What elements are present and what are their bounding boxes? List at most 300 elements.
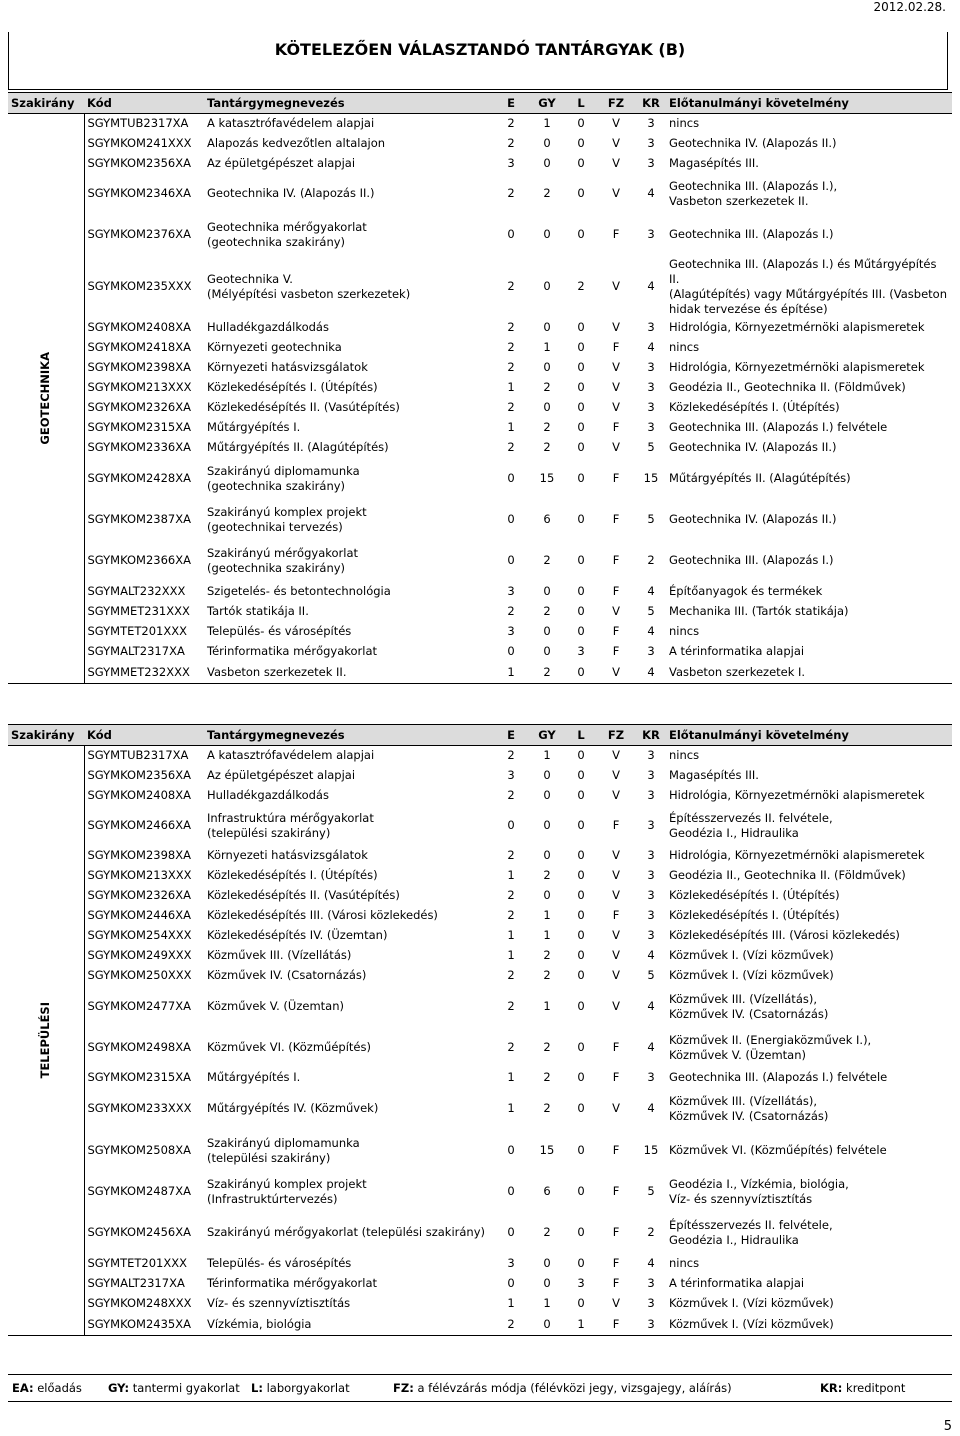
cell-kr: 3 [647, 400, 655, 414]
cell-nev: Szakirányú mérőgyakorlat (települési szakirány) [207, 1225, 485, 1239]
cell-elo: nincs [669, 340, 700, 354]
cell-fz: F [612, 818, 620, 832]
cell-elo: Hidrológia, Környezetmérnöki alapismeretek [669, 320, 925, 334]
group-label-cell [8, 746, 84, 1336]
cell-nev: Vízkémia, biológia [204, 1314, 494, 1336]
cell-e: 2 [507, 788, 515, 802]
cell-nev: Környezeti geotechnika [207, 340, 342, 354]
cell-gy: 2 [543, 440, 551, 454]
cell-e: 0 [507, 512, 515, 526]
cell-kr: 3 [647, 768, 655, 782]
cell-gy: 0 [543, 360, 551, 374]
cell-elo: Geotechnika IV. (Alapozás II.) [669, 136, 837, 150]
cell-elo: Közművek III. (Vízellátás), Közművek IV. (Csatornázás) [669, 991, 829, 1021]
cell-gy: 0 [543, 136, 551, 150]
cell-kr: 3 [647, 888, 655, 902]
cell-e: 1 [507, 380, 515, 394]
cell-kr: 4 [647, 340, 655, 354]
cell-e: 2 [507, 604, 515, 618]
cell-l: 0 [577, 1256, 585, 1270]
cell-fz: F [612, 624, 620, 638]
cell-e: 2 [507, 440, 515, 454]
column-header-nev: Tantárgymegnevezés [204, 725, 494, 746]
cell-e: 2 [507, 116, 515, 131]
page-title: KÖTELEZŐEN VÁLASZTANDÓ TANTÁRGYAK (B) [274, 40, 686, 59]
cell-e: 3 [507, 156, 515, 170]
table-row [8, 154, 952, 174]
cell-fz: F [612, 340, 620, 354]
table-row [8, 214, 952, 256]
cell-e: 1 [507, 948, 515, 962]
cell-kod: SGYMKOM2498XA [87, 1040, 191, 1054]
cell-nev: Szakirányú diplomamunka (települési szakirány) [207, 1135, 360, 1165]
cell-kod: SGYMKOM2315XA [87, 1070, 191, 1084]
cell-l: 0 [577, 584, 585, 598]
cell-e: 2 [507, 1040, 515, 1054]
table-row [8, 1314, 952, 1336]
cell-kr: 5 [647, 440, 655, 454]
column-header-l: L [566, 93, 596, 114]
cell-l: 0 [577, 1296, 585, 1310]
cell-elo: Közlekedésépítés I. (Útépítés) [669, 908, 840, 922]
cell-fz: V [596, 662, 636, 684]
cell-elo: Építésszervezés II. felvétele, Geodézia I., Hidraulika [669, 1217, 833, 1247]
cell-nev: Környezeti hatásvizsgálatok [207, 848, 368, 862]
cell-kr: 3 [647, 320, 655, 334]
cell-nev: Közművek IV. (Csatornázás) [207, 968, 367, 982]
cell-kr: 4 [647, 624, 655, 638]
legend-kr: KR: kreditpont [820, 1381, 906, 1395]
cell-e: 2 [507, 320, 515, 334]
cell-gy: 1 [543, 340, 551, 354]
cell-fz: F [612, 1143, 620, 1157]
cell-elo: Közlekedésépítés I. (Útépítés) [669, 888, 840, 902]
table-row [8, 500, 952, 540]
cell-fz: F [612, 584, 620, 598]
cell-kod: SGYMKOM2456XA [87, 1225, 191, 1239]
cell-elo: Hidrológia, Környezetmérnöki alapismeretek [669, 788, 925, 802]
cell-l: 0 [577, 1101, 585, 1115]
cell-e: 0 [507, 818, 515, 832]
cell-kod: SGYMALT2317XA [87, 1276, 185, 1290]
cell-fz: F [612, 227, 620, 241]
cell-gy: 0 [543, 624, 551, 638]
cell-e: 0 [507, 471, 515, 485]
cell-elo: Közművek I. (Vízi közművek) [666, 1314, 952, 1336]
cell-kr: 15 [643, 1143, 659, 1157]
geotechnika-course-table [8, 92, 952, 684]
cell-nev: Szakirányú komplex projekt (geotechnikai tervezés) [207, 504, 367, 534]
cell-e: 0 [507, 644, 515, 658]
cell-l: 0 [577, 999, 585, 1013]
cell-kod: SGYMKOM248XXX [87, 1296, 192, 1310]
cell-elo: A térinformatika alapjai [669, 644, 805, 658]
cell-l: 0 [577, 360, 585, 374]
cell-kr: 3 [647, 788, 655, 802]
table-row [8, 906, 952, 926]
table-row [8, 1294, 952, 1314]
table-row [8, 1088, 952, 1130]
cell-nev: Tartók statikája II. [207, 604, 309, 618]
cell-kod: SGYMKOM2356XA [87, 768, 191, 782]
column-header-e: E [494, 725, 528, 746]
cell-e: 3 [507, 768, 515, 782]
cell-nev: Közművek VI. (Közműépítés) [207, 1040, 371, 1054]
cell-l: 0 [577, 624, 585, 638]
cell-elo: Építőanyagok és termékek [669, 584, 823, 598]
cell-nev: Szigetelés- és betontechnológia [207, 584, 391, 598]
cell-fz: F [612, 1184, 620, 1198]
table-row [8, 418, 952, 438]
cell-elo: Közlekedésépítés I. (Útépítés) [669, 400, 840, 414]
cell-fz: V [612, 999, 620, 1013]
cell-gy: 0 [543, 644, 551, 658]
table-row [8, 338, 952, 358]
cell-gy: 2 [543, 420, 551, 434]
cell-e: 3 [507, 584, 515, 598]
cell-elo: Geotechnika III. (Alapozás I.) [669, 553, 834, 567]
cell-e: 1 [507, 1296, 515, 1310]
cell-e: 3 [507, 624, 515, 638]
cell-kod: SGYMKOM241XXX [87, 136, 192, 150]
cell-l: 0 [577, 748, 585, 763]
cell-elo: Közművek I. (Vízi közművek) [669, 1296, 834, 1310]
cell-elo: Geodézia I., Vízkémia, biológia, Víz- és szennyvíztisztítás [669, 1176, 849, 1206]
cell-nev: Közlekedésépítés II. (Vasútépítés) [207, 888, 400, 902]
cell-e: 0 [507, 1225, 515, 1239]
cell-kod: SGYMKOM2408XA [87, 788, 191, 802]
table-row [8, 458, 952, 500]
cell-elo: nincs [669, 1256, 700, 1270]
cell-nev: Közlekedésépítés I. (Útépítés) [207, 380, 378, 394]
cell-kod: SGYMKOM213XXX [87, 868, 192, 882]
cell-fz: F [612, 1070, 620, 1084]
cell-l: 0 [577, 1225, 585, 1239]
cell-gy: 0 [543, 848, 551, 862]
column-header-kr: KR [636, 93, 666, 114]
legend-fz: FZ: a félévzárás módja (félévközi jegy, vizsgajegy, aláírás) [393, 1381, 732, 1395]
cell-elo: Magasépítés III. [669, 156, 759, 170]
cell-l: 0 [577, 340, 585, 354]
column-header-nev: Tantárgymegnevezés [204, 93, 494, 114]
cell-nev: Közlekedésépítés IV. (Üzemtan) [207, 928, 388, 942]
cell-kod: SGYMKOM2435XA [84, 1314, 204, 1336]
table-row [8, 746, 952, 766]
cell-kr: 15 [643, 471, 659, 485]
cell-gy: 1 [543, 116, 551, 131]
cell-kod: SGYMMET232XXX [84, 662, 204, 684]
cell-fz: V [612, 748, 620, 763]
cell-e: 0 [507, 1143, 515, 1157]
column-header-kr: KR [636, 725, 666, 746]
column-header-gy: GY [528, 93, 566, 114]
cell-l: 0 [577, 788, 585, 802]
table-row [8, 358, 952, 378]
cell-gy: 0 [543, 320, 551, 334]
telepulesi-course-table [8, 724, 952, 1336]
cell-l: 0 [577, 136, 585, 150]
cell-gy: 1 [543, 999, 551, 1013]
cell-elo: Geotechnika III. (Alapozás I.) felvétele [669, 1070, 888, 1084]
cell-kr: 3 [647, 848, 655, 862]
cell-l: 0 [577, 888, 585, 902]
cell-kr: 4 [647, 186, 655, 200]
cell-kod: SGYMKOM2418XA [87, 340, 191, 354]
cell-gy: 0 [543, 584, 551, 598]
cell-nev: Hulladékgazdálkodás [207, 788, 329, 802]
cell-gy: 0 [543, 818, 551, 832]
table-row [8, 1212, 952, 1254]
cell-gy: 2 [543, 1225, 551, 1239]
cell-elo: nincs [669, 624, 700, 638]
cell-l: 0 [577, 553, 585, 567]
table-row [8, 786, 952, 806]
table-row [8, 662, 952, 684]
cell-nev: Infrastruktúra mérőgyakorlat (települési szakirány) [207, 810, 374, 840]
cell-kr: 4 [647, 999, 655, 1013]
legend-gy: GY: tantermi gyakorlat [108, 1381, 240, 1395]
cell-l: 0 [566, 662, 596, 684]
cell-kod: SGYMKOM2398XA [87, 360, 191, 374]
cell-nev: Közlekedésépítés I. (Útépítés) [207, 868, 378, 882]
cell-kod: SGYMALT2317XA [87, 644, 185, 658]
cell-fz: F [612, 1276, 620, 1290]
cell-kod: SGYMKOM233XXX [87, 1101, 192, 1115]
cell-kr: 5 [647, 1184, 655, 1198]
cell-e: 2 [494, 1314, 528, 1336]
cell-e: 1 [507, 1101, 515, 1115]
table-row [8, 846, 952, 866]
cell-kr: 3 [647, 360, 655, 374]
cell-elo: Vasbeton szerkezetek I. [666, 662, 952, 684]
cell-fz: F [612, 1225, 620, 1239]
cell-kod: SGYMKOM2487XA [87, 1184, 191, 1198]
cell-l: 0 [577, 868, 585, 882]
column-header-fz: FZ [596, 725, 636, 746]
cell-e: 0 [507, 553, 515, 567]
cell-l: 3 [577, 1276, 585, 1290]
cell-l: 0 [577, 471, 585, 485]
cell-elo: Geotechnika III. (Alapozás I.) és Műtárgyépítés II. (Alagútépítés) vagy Műtárgyépítés III. (Vasbeton hidak tervezése és építése) [669, 256, 947, 316]
cell-fz: V [612, 1101, 620, 1115]
cell-kr: 3 [647, 136, 655, 150]
cell-kr: 3 [647, 748, 655, 763]
cell-e: 0 [507, 1184, 515, 1198]
table-row [8, 1130, 952, 1172]
cell-kod: SGYMKOM2315XA [87, 420, 191, 434]
cell-elo: Geotechnika III. (Alapozás I.) [669, 227, 834, 241]
table-row [8, 1274, 952, 1294]
cell-fz: V [612, 604, 620, 618]
cell-l: 0 [577, 848, 585, 862]
cell-kod: SGYMKOM249XXX [87, 948, 192, 962]
table-row [8, 866, 952, 886]
document-date: 2012.02.28. [873, 0, 946, 14]
cell-fz: V [612, 400, 620, 414]
cell-gy: 2 [543, 868, 551, 882]
cell-elo: Geotechnika IV. (Alapozás II.) [669, 512, 837, 526]
cell-e: 1 [494, 662, 528, 684]
cell-gy: 0 [543, 400, 551, 414]
cell-nev: Geotechnika V. (Mélyépítési vasbeton szerkezetek) [207, 271, 411, 301]
cell-nev: Hulladékgazdálkodás [207, 320, 329, 334]
table-row [8, 114, 952, 134]
cell-kr: 3 [647, 380, 655, 394]
cell-l: 0 [577, 908, 585, 922]
cell-l: 0 [577, 420, 585, 434]
cell-fz: V [612, 868, 620, 882]
cell-fz: V [612, 186, 620, 200]
cell-kr: 3 [647, 1296, 655, 1310]
header-row [8, 725, 952, 746]
cell-elo: A térinformatika alapjai [669, 1276, 805, 1290]
cell-kod: SGYMKOM254XXX [87, 928, 192, 942]
cell-kod: SGYMTET201XXX [87, 1256, 187, 1270]
cell-kod: SGYMTUB2317XA [87, 116, 189, 131]
cell-elo: Közlekedésépítés III. (Városi közlekedés) [669, 928, 900, 942]
cell-elo: nincs [669, 116, 700, 131]
column-header-l: L [566, 725, 596, 746]
table-row [8, 1172, 952, 1212]
cell-e: 2 [507, 848, 515, 862]
cell-l: 0 [577, 116, 585, 131]
cell-kod: SGYMKOM2508XA [87, 1143, 191, 1157]
cell-kr: 3 [647, 156, 655, 170]
cell-l: 2 [577, 279, 585, 293]
column-header-fz: FZ [596, 93, 636, 114]
cell-nev: Műtárgyépítés II. (Alagútépítés) [207, 440, 389, 454]
cell-elo: Geotechnika III. (Alapozás I.), Vasbeton szerkezetek II. [669, 178, 838, 208]
cell-l: 0 [577, 948, 585, 962]
cell-nev: Település- és városépítés [207, 624, 352, 638]
column-header-szakirany: Szakirány [8, 725, 84, 746]
cell-e: 2 [507, 186, 515, 200]
cell-kod: SGYMKOM2326XA [87, 400, 191, 414]
cell-gy: 2 [528, 662, 566, 684]
cell-nev: Műtárgyépítés I. [207, 1070, 301, 1084]
cell-kr: 3 [647, 868, 655, 882]
cell-gy: 2 [543, 968, 551, 982]
cell-gy: 2 [543, 380, 551, 394]
cell-kr: 3 [647, 644, 655, 658]
table-row [8, 582, 952, 602]
cell-elo: Geotechnika III. (Alapozás I.) felvétele [669, 420, 888, 434]
table-row [8, 886, 952, 906]
cell-kr: 4 [636, 662, 666, 684]
table-row [8, 540, 952, 582]
cell-elo: Közművek II. (Energiaközművek I.), Közművek V. (Üzemtan) [669, 1032, 872, 1062]
cell-kod: SGYMALT232XXX [87, 584, 186, 598]
group-label: TELEPÜLÉSI [38, 1002, 53, 1079]
cell-l: 0 [577, 186, 585, 200]
table-row [8, 642, 952, 662]
table-row [8, 622, 952, 642]
legend-footer [8, 1374, 952, 1402]
cell-elo: Műtárgyépítés II. (Alagútépítés) [669, 471, 851, 485]
cell-e: 2 [507, 888, 515, 902]
cell-elo: Geodézia II., Geotechnika II. (Földművek) [669, 380, 906, 394]
cell-nev: Közművek III. (Vízellátás) [207, 948, 352, 962]
cell-gy: 2 [543, 1101, 551, 1115]
cell-gy: 0 [543, 227, 551, 241]
cell-gy: 2 [543, 604, 551, 618]
cell-kr: 4 [647, 279, 655, 293]
cell-fz: V [612, 1296, 620, 1310]
cell-fz: V [612, 928, 620, 942]
column-header-elo: Előtanulmányi követelmény [666, 93, 952, 114]
cell-l: 0 [577, 512, 585, 526]
table-row [8, 926, 952, 946]
cell-elo: Hidrológia, Környezetmérnöki alapismeretek [669, 848, 925, 862]
cell-e: 1 [507, 1070, 515, 1084]
cell-fz: V [612, 320, 620, 334]
cell-gy: 1 [543, 748, 551, 763]
cell-kr: 5 [647, 968, 655, 982]
table-row [8, 966, 952, 986]
cell-kr: 3 [647, 116, 655, 131]
cell-kod: SGYMTET201XXX [87, 624, 187, 638]
cell-kr: 5 [647, 604, 655, 618]
table-row [8, 438, 952, 458]
cell-kod: SGYMKOM2366XA [87, 553, 191, 567]
column-header-szakirany: Szakirány [8, 93, 84, 114]
page-number: 5 [943, 1419, 952, 1434]
cell-nev: Közművek V. (Üzemtan) [207, 999, 344, 1013]
cell-nev: Műtárgyépítés I. [207, 420, 301, 434]
cell-l: 0 [577, 380, 585, 394]
table-row [8, 1068, 952, 1088]
cell-fz: V [612, 279, 620, 293]
cell-gy: 1 [543, 1296, 551, 1310]
table-row [8, 378, 952, 398]
cell-l: 3 [577, 644, 585, 658]
cell-kr: 4 [647, 1101, 655, 1115]
cell-fz: V [612, 768, 620, 782]
group-label: GEOTECHNIKA [38, 352, 53, 445]
cell-gy: 2 [543, 186, 551, 200]
cell-kod: SGYMKOM2466XA [87, 818, 191, 832]
cell-kr: 3 [647, 420, 655, 434]
cell-fz: V [612, 156, 620, 170]
table-row [8, 986, 952, 1028]
cell-l: 0 [577, 604, 585, 618]
cell-nev: Közlekedésépítés III. (Városi közlekedés) [207, 908, 438, 922]
cell-kr: 4 [647, 584, 655, 598]
cell-kod: SGYMKOM250XXX [87, 968, 192, 982]
cell-nev: Közlekedésépítés II. (Vasútépítés) [207, 400, 400, 414]
cell-elo: Építésszervezés II. felvétele, Geodézia I., Hidraulika [669, 810, 833, 840]
cell-nev: Szakirányú mérőgyakorlat (geotechnika szakirány) [207, 545, 359, 575]
cell-elo: Geotechnika IV. (Alapozás II.) [669, 440, 837, 454]
cell-e: 2 [507, 279, 515, 293]
cell-fz: F [612, 420, 620, 434]
cell-nev: Geotechnika IV. (Alapozás II.) [207, 186, 375, 200]
cell-fz: F [612, 1040, 620, 1054]
cell-l: 0 [577, 928, 585, 942]
column-header-gy: GY [528, 725, 566, 746]
cell-kr: 2 [647, 1225, 655, 1239]
cell-l: 0 [577, 400, 585, 414]
cell-kod: SGYMKOM2376XA [87, 227, 191, 241]
cell-kr: 3 [647, 227, 655, 241]
cell-e: 2 [507, 748, 515, 763]
cell-kr: 5 [647, 512, 655, 526]
cell-elo: Magasépítés III. [669, 768, 759, 782]
cell-l: 0 [577, 1143, 585, 1157]
table-row [8, 1028, 952, 1068]
cell-kod: SGYMKOM235XXX [87, 279, 192, 293]
table-row [8, 766, 952, 786]
